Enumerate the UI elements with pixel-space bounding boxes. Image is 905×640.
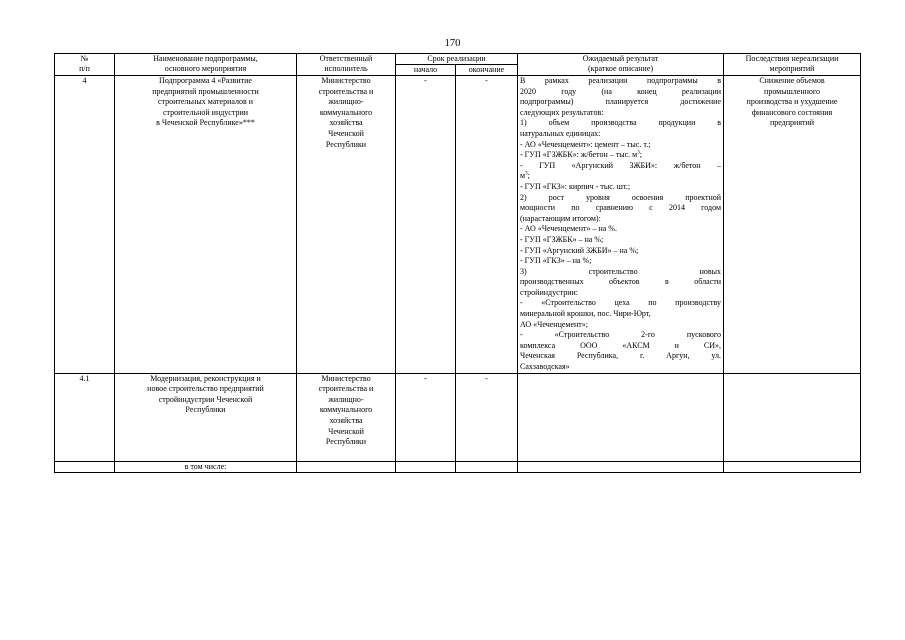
result-line: В рамках реализации подпрограммы в [520,76,722,85]
header-responsible: Ответственный исполнитель [297,54,396,76]
header-consequences: Последствия нереализации мероприятий [724,54,861,76]
row-number: 4.1 [55,373,115,461]
name-line: Республики [185,405,226,415]
name-line: в том числе: [184,461,227,471]
row-name [115,76,297,374]
table-row [55,76,861,374]
responsible-line: хозяйства [329,118,363,128]
result-line: стройиндустрии: [520,287,579,297]
result-line: следующих результатов: [520,107,604,117]
result-line: - АО «Чеченцемент»: цемент – тыс. т.; [520,139,651,149]
result-line: - «Строительство 2-го пускового [520,330,722,340]
row-start [396,461,456,473]
result-line: - ГУП «ГЗЖБК» – на %; [520,234,604,244]
responsible-line: Чеченской [328,128,364,138]
responsible-line: Республики [325,437,367,447]
result-line: подпрограммы) планируется достижение [520,97,722,107]
result-line: Чеченская Республика, г. Аргун, ул. [520,351,722,361]
result-line: - ГУП «Аргунский ЗЖБИ» – на %; [520,245,639,255]
result-line: 3) строительство новых [520,266,722,276]
name-line: Модернизация, реконструкция и [150,373,261,383]
header-start: начало [396,65,456,76]
table-row [55,373,861,461]
result-line: (нарастающим итогом): [520,213,601,223]
table-body [55,76,861,473]
result-line: 1) объем производства продукции в [520,118,722,128]
table-row [55,461,861,473]
row-start: - [396,373,456,461]
row-start: - [396,76,456,374]
responsible-line: Республики [325,139,367,149]
result-line: мощности по сравнению с 2014 годом [520,203,722,213]
row-result [518,461,724,473]
row-responsible [297,461,396,473]
name-line: строительной индустрии [162,107,248,117]
result-line: - АО «Чеченцемент» – на %. [520,224,617,234]
result-line: - ГУП «ГКЗ» – на %; [520,256,592,266]
responsible-line: строительства и [318,384,374,394]
row-responsible [297,76,396,374]
row-name [115,461,297,473]
name-line: в Чеченской Республике»*** [156,118,255,128]
row-end: - [456,76,518,374]
row-number [55,461,115,473]
result-line: комплекса ООО «АКСМ и СИ», [520,340,722,350]
result-line: производственных объектов в области [520,277,722,287]
page-number: 170 [444,38,461,49]
result-line: - ГУП «ГКЗ»: кирпич - тыс. шт.; [520,181,631,191]
result-line: натуральных единицах: [520,128,601,138]
name-line: стройиндустрии Чеченской [158,394,253,404]
result-line: - ГУП «ГЗЖБК»: ж/бетон – тыс. $м^3$; [520,150,642,160]
row-end: - [456,373,518,461]
row-name [115,373,297,461]
row-end [456,461,518,473]
row-consequences [724,373,861,461]
responsible-line: жилищно- [328,97,364,107]
result-line: - ГУП «Аргунский ЗЖБИ»: ж/бетон – [520,160,722,170]
header-result: Ожидаемый результат (краткое описание) [518,54,724,76]
result-line: $м^3$; [520,171,530,181]
responsible-line: Министерство [321,76,371,85]
responsible-line: Чеченской [328,426,364,436]
header-num: № п/п [55,54,115,76]
responsible-line: коммунального [319,107,373,117]
responsible-line: хозяйства [329,416,363,425]
header-term: Срок реализации [396,54,518,65]
result-line: 2) рост уровня освоения проектной [520,192,722,202]
row-consequences [724,76,861,374]
table-header [55,54,861,76]
header-name: Наименование подпрограммы, основного мероприятия [115,54,297,76]
consequences-line: производства и ухудшение [746,97,838,107]
name-line: Подпрограмма 4 «Развитие [159,76,252,85]
name-line: строительных материалов и [157,97,254,107]
result-line: Сахзаводская» [520,362,570,372]
responsible-line: коммунального [319,405,373,415]
row-number: 4 [55,76,115,374]
consequences-line: Снижение объемов [759,76,825,85]
responsible-line: строительства и [318,86,374,96]
result-line: минеральной крошки, пос. Чири-Юрт, [520,309,651,319]
consequences-line: промышленного [764,86,820,96]
row-result [518,76,724,374]
row-responsible [297,373,396,461]
result-line: АО «Чеченцемент»; [520,319,589,329]
header-end: окончание [456,65,518,76]
consequences-line: предприятий [769,118,815,128]
name-line: новое строительство предприятий [147,384,264,394]
name-line: предприятий промышленности [152,86,259,96]
result-line: - «Строительство цеха по производству [520,298,722,308]
responsible-line: Министерство [321,373,371,383]
row-consequences [724,461,861,473]
consequences-line: финансового состояния [751,107,833,117]
result-line: 2020 году (на конец реализации [520,86,722,96]
row-result [518,373,724,461]
responsible-line: жилищно- [328,394,364,404]
program-table [54,53,861,473]
